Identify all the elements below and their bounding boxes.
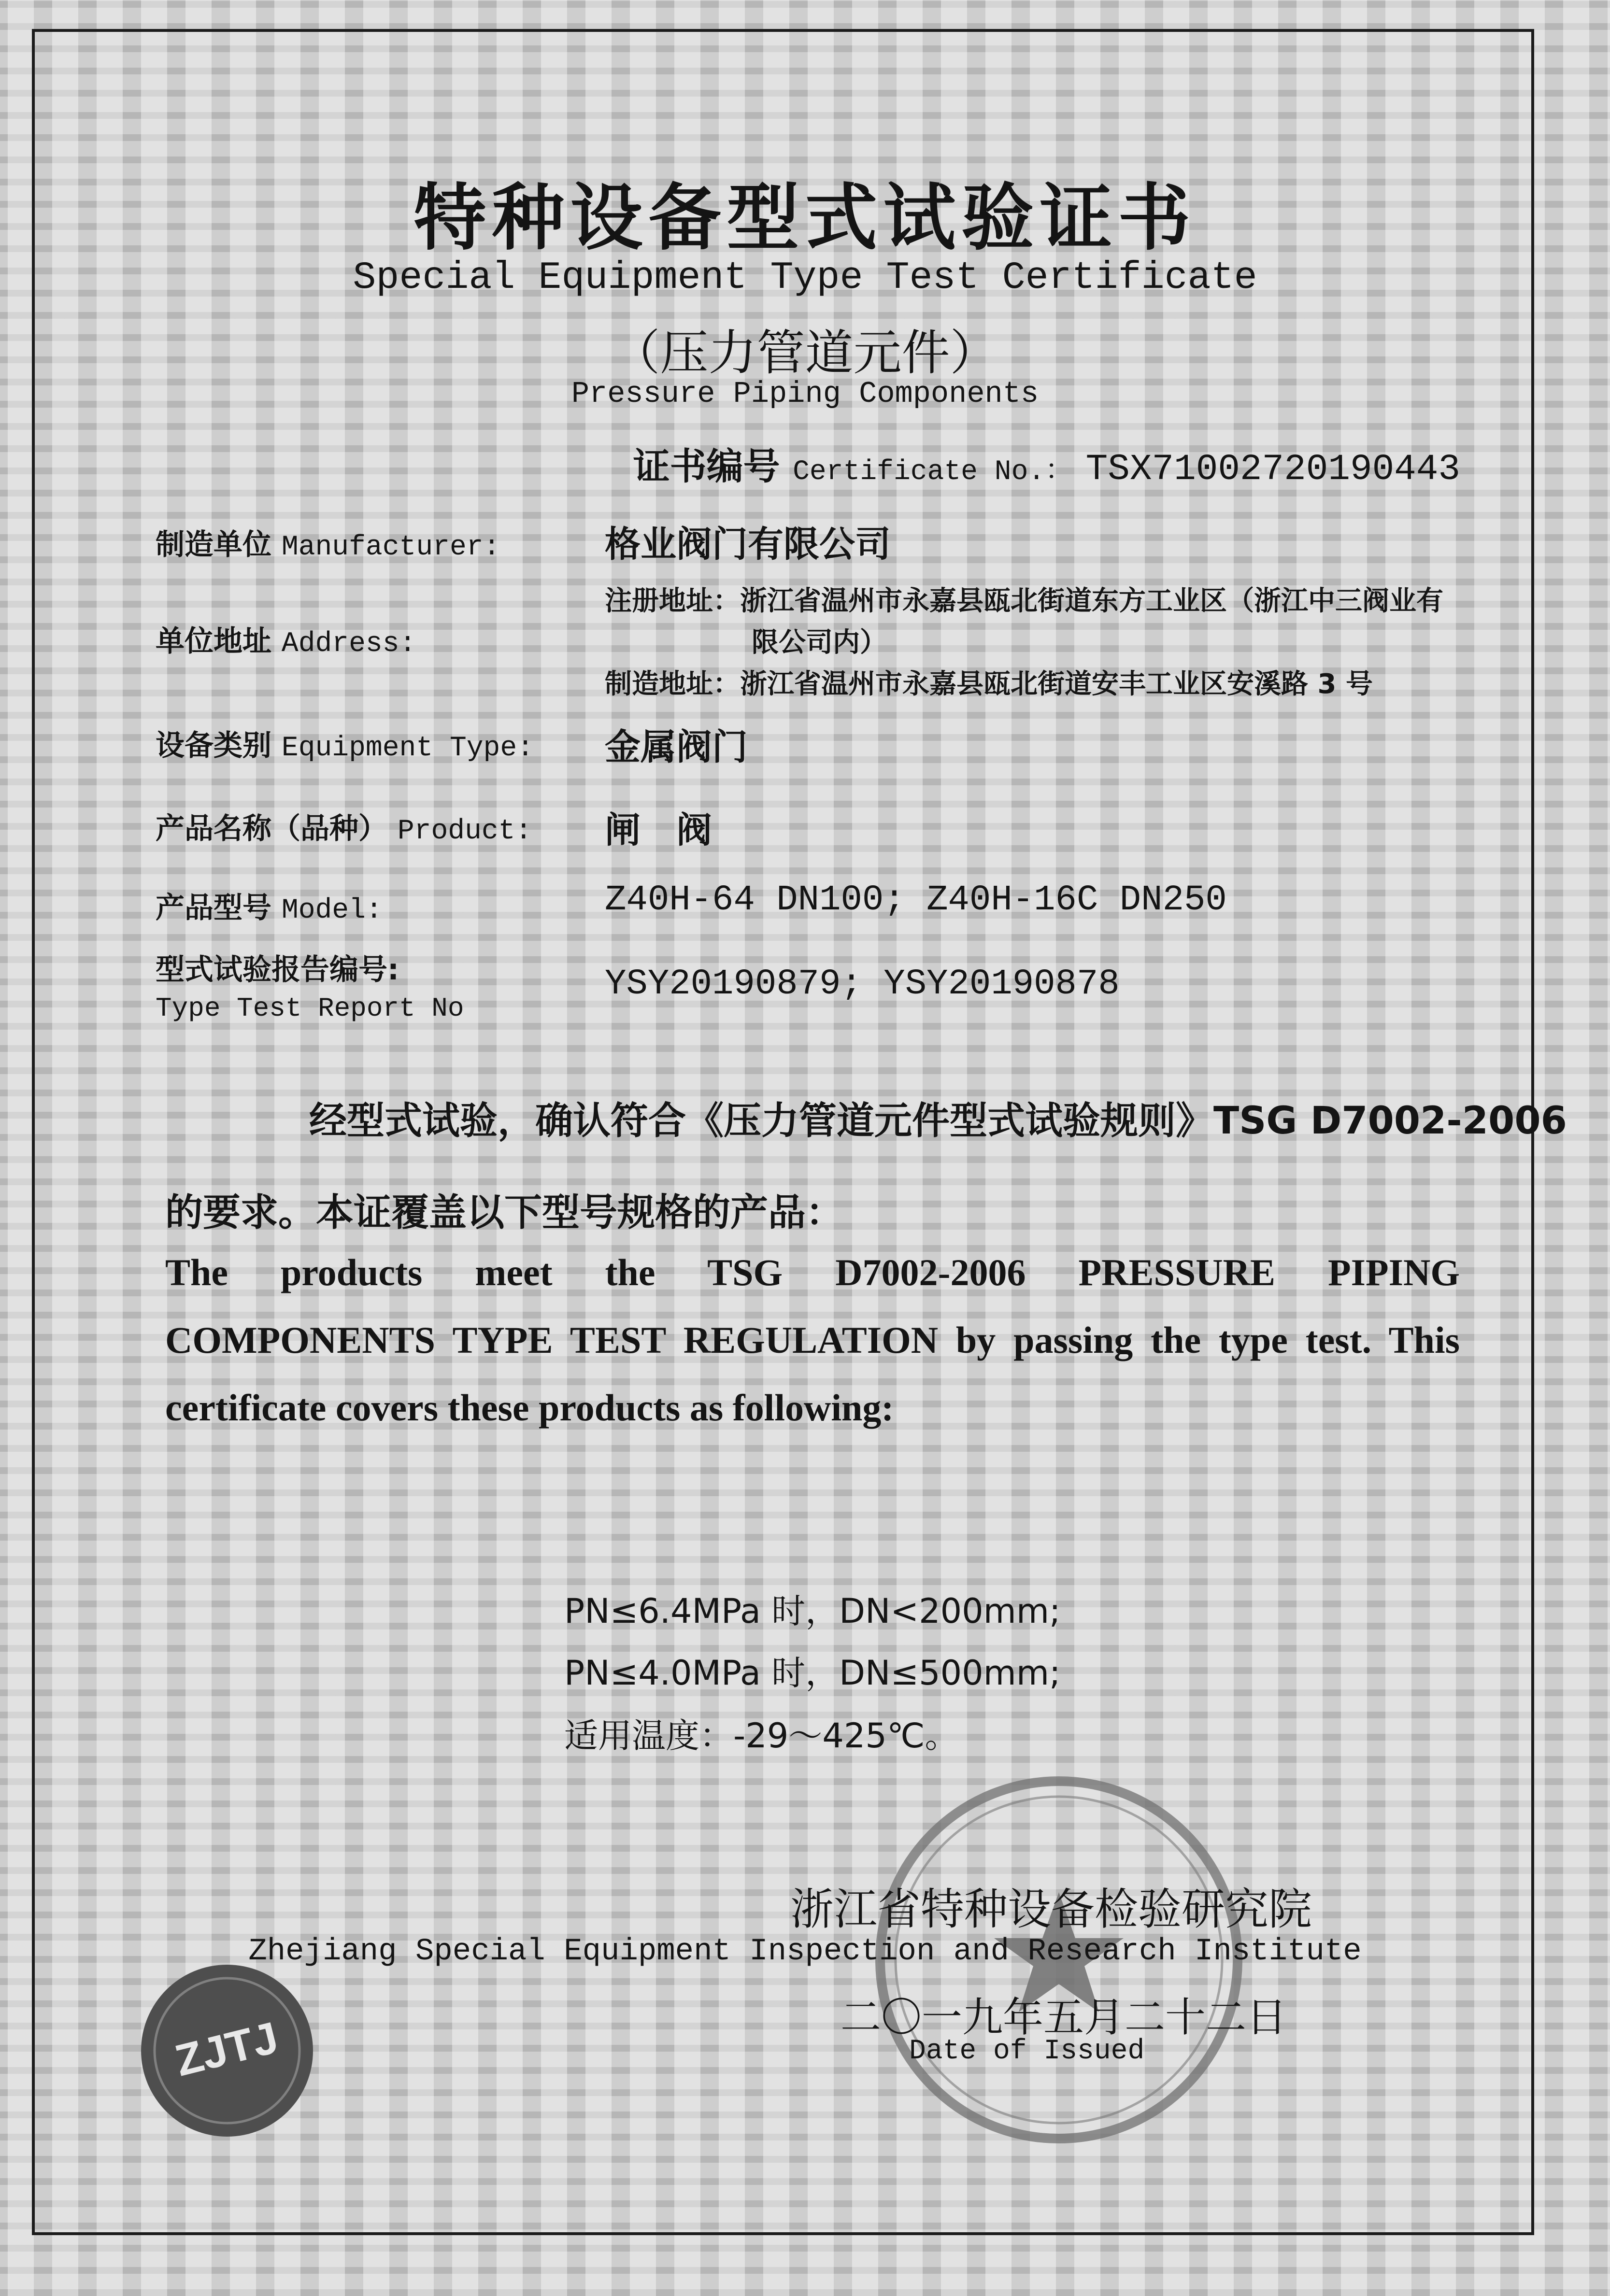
certificate-subtitle-en: Pressure Piping Components: [571, 377, 1039, 411]
model-label: [156, 885, 383, 926]
spec-line: PN≤6.4MPa 时，DN<200mm;: [564, 1591, 1061, 1631]
report-label-en: Type Test Report No: [156, 993, 464, 1024]
equipment-type-label: [156, 723, 534, 764]
certificate-number-label-en: Certificate No.：: [793, 456, 1073, 488]
address-label-cn: 单位地址: [156, 624, 271, 658]
certificate-number-label-cn: 证书编号: [633, 445, 780, 488]
model-value: Z40H-64 DN100; Z40H-16C DN250: [605, 880, 1227, 921]
certificate-title-cn: 特种设备型式试验证书: [413, 176, 1197, 260]
statement-cn-line2: 的要求。本证覆盖以下型号规格的产品：: [165, 1191, 844, 1234]
report-value: YSY20190879; YSY20190878: [605, 964, 1120, 1005]
registered-address-line2: 限公司内）: [752, 627, 887, 658]
manufacturing-address: 制造地址：浙江省温州市永嘉县瓯北街道安丰工业区安溪路 3 号: [605, 668, 1373, 700]
manufacturer-label-en: Manufacturer:: [281, 532, 500, 563]
equipment-type-value: 金属阀门: [605, 726, 748, 768]
spec-line: PN≤4.0MPa 时，DN≤500mm;: [564, 1653, 1061, 1693]
equipment-type-label-en: Equipment Type:: [281, 733, 534, 764]
product-label: [156, 806, 532, 847]
product-value: 闸 阀: [605, 809, 712, 851]
manufacturer-label-cn: 制造单位: [156, 528, 271, 562]
logo-text: ZJTJ: [170, 2013, 283, 2086]
statement-en-line1: The products meet the TSG D7002-2006 PRESSURE PIPING: [165, 1251, 1460, 1293]
statement-en-line3: certificate covers these products as following:: [165, 1387, 894, 1429]
registered-address-line1: 注册地址：浙江省温州市永嘉县瓯北街道东方工业区（浙江中三阀业有: [605, 585, 1443, 617]
report-label-cn: 型式试验报告编号:: [156, 953, 399, 987]
address-label: [156, 618, 416, 660]
manufacturer-label: [156, 522, 500, 563]
issue-date-cn: 二〇一九年五月二十二日: [841, 1994, 1287, 2041]
product-label-en: Product:: [397, 816, 532, 847]
manufacturer-value: 格业阀门有限公司: [605, 524, 891, 565]
certificate-number-row: [633, 437, 1460, 490]
equipment-type-label-cn: 设备类别: [156, 729, 271, 763]
model-label-cn: 产品型号: [156, 891, 271, 925]
statement-en-line2: COMPONENTS TYPE TEST REGULATION by passing the type test. This: [165, 1319, 1460, 1361]
certificate-subtitle-cn: （压力管道元件）: [612, 325, 998, 381]
spec-line: 适用温度：-29～425℃。: [564, 1716, 959, 1756]
product-label-cn: 产品名称（品种）: [156, 812, 387, 846]
issue-date-en: Date of Issued: [909, 2036, 1145, 2067]
address-label-en: Address:: [281, 628, 416, 660]
certificate-number-value: TSX71002720190443: [1085, 449, 1460, 490]
statement-cn-line1: 经型式试验，确认符合《压力管道元件型式试验规则》TSG D7002-2006: [309, 1099, 1567, 1143]
certificate-title-en: Special Equipment Type Test Certificate: [353, 256, 1257, 300]
issuer-name-en: Zhejiang Special Equipment Inspection and Research Institute: [248, 1934, 1362, 1969]
zjtj-logo: [138, 1962, 316, 2140]
model-label-en: Model:: [281, 895, 383, 926]
issuer-name-cn: 浙江省特种设备检验研究院: [790, 1884, 1312, 1935]
